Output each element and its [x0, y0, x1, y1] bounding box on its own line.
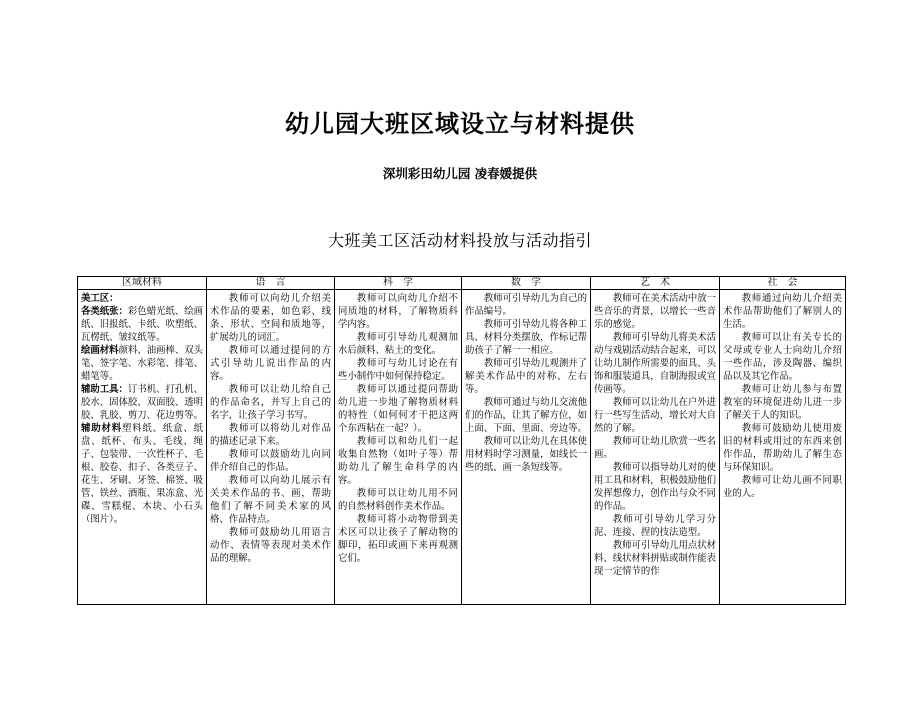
table-row	[78, 290, 846, 605]
group-text: 颜料、油画棒、双头笔、签字笔、水彩笔、排笔、蜡笔等。	[81, 345, 203, 382]
materials-group	[81, 305, 203, 344]
materials-group	[81, 422, 203, 526]
art-item: 教师可引导幼儿用点状材料、线状材料拼贴或制作能表现一定情节的作	[594, 540, 716, 577]
art-item: 教师可以指导幼儿对的使用工具和材料，积极鼓励他们发挥想像力，创作出与众不同的作品。	[594, 462, 716, 512]
header-art: 艺 术	[591, 277, 720, 290]
header-language: 语 言	[207, 277, 335, 290]
header-materials: 区域材料	[78, 277, 207, 290]
header-math: 数 学	[462, 277, 591, 290]
group-text: 彩色蜡光纸、绘画纸、旧报纸、卡纸、吹塑纸、瓦楞纸、皱纹纸等。	[81, 306, 203, 343]
art-item: 教师可在美术活动中放一些音乐的背景，以增长一些音乐的感觉。	[594, 293, 716, 330]
social-item: 教师可以让有关专长的父母或专业人士向幼儿介绍一些作品，涉及陶器、编织品以及其它作品。	[723, 332, 842, 382]
language-cell	[207, 290, 335, 605]
art-cell	[591, 290, 720, 605]
group-text: 塑料纸、纸盒、纸盘、纸杯、布头、毛线、绳子、包装带、一次性杯子、毛根、胶卷、扣子、各类豆子、花生、牙刷、牙签、棉签、吸管、铁丝、酒瓶、果冻盒、光碟、雪糕棍、木块、小石头（图片）。	[81, 423, 203, 525]
author-line: 深圳彩田幼儿园 凌春媛提供	[382, 166, 538, 181]
materials-area-label: 美工区：	[81, 293, 119, 304]
materials-cell	[78, 290, 207, 605]
group-label: 绘画材料	[81, 345, 119, 356]
materials-group	[81, 344, 203, 383]
science-item: 教师可引导幼儿观测加水后颜料、粘土的变化。	[338, 332, 458, 356]
group-text: 订书机、打孔机、胶水、固体胶、双面胶、透明胶、乳胶、剪刀、花边剪等。	[81, 384, 203, 421]
language-item: 教师可以鼓励幼儿向同伴介绍自己的作品。	[210, 449, 331, 473]
science-cell	[335, 290, 462, 605]
math-item: 教师可引导幼儿观测并了解美术作品中的对称、左右等。	[465, 358, 587, 395]
activity-table	[77, 276, 846, 605]
science-item: 教师可以让幼儿用不同的自然材料创作美术作品。	[338, 488, 458, 512]
science-item: 教师可将小动物带到美术区可以让孩子了解动物的脚印，拓印或画下来再观测它们。	[338, 514, 458, 564]
language-item: 教师可鼓励幼儿用语言动作、表情等表现对美术作品的理解。	[210, 527, 331, 564]
science-item: 教师可以通过提问帮助幼儿进一步地了解物质材料的特性（如何何才干把这两个东西粘在一起？）。	[338, 384, 458, 434]
social-item: 教师通过向幼儿介绍美术作品帮助他们了解别人的生活。	[723, 293, 842, 330]
science-item: 教师可以向幼儿介绍不同质地的材料，了解物质科学内容。	[338, 293, 458, 330]
group-label: 各类纸张：	[81, 306, 128, 317]
social-item: 教师可鼓励幼儿使用废旧的材料或用过的东西来创作作品，帮助幼儿了解生态与环保知识。	[723, 423, 842, 473]
science-item: 教师可以和幼儿们一起收集自然物（如叶子等）帮助幼儿了解生命科学的内容。	[338, 436, 458, 486]
section-title: 大班美工区活动材料投放与活动指引	[327, 231, 592, 250]
materials-group	[81, 383, 203, 422]
art-item: 教师可让幼儿欣赏一些名画。	[594, 436, 716, 460]
language-item: 教师可以将幼儿对作品的描述记录下来。	[210, 423, 331, 447]
math-item: 教师可引导幼儿为自己的作品编号。	[465, 293, 587, 317]
art-item: 教师可引导幼儿学习分泥、连接、捏的技法造型。	[594, 514, 716, 538]
header-social: 社 会	[720, 277, 846, 290]
page-title: 幼儿园大班区域设立与材料提供	[285, 110, 635, 138]
language-item: 教师可以让幼儿给自己的作品命名，并写上自己的名字，让孩子学习书写。	[210, 384, 331, 421]
art-item: 教师可引导幼儿将美术活动与戏剧活动结合起来，可以让幼儿制作所需要的面具、头饰和服装道具，自制海报或宣传画等。	[594, 332, 716, 395]
group-label: 辅助工具：	[81, 384, 128, 395]
group-label: 辅助材料	[81, 423, 122, 434]
social-item: 教师可让幼儿参与布置教室的环境促进幼儿进一步了解关于人的知识。	[723, 384, 842, 421]
social-item: 教师可让幼儿画不同职业的人。	[723, 475, 842, 499]
header-science: 科 学	[335, 277, 462, 290]
social-cell	[720, 290, 846, 605]
art-item: 教师可以让幼儿在户外进行一些写生活动，增长对大自然的了解。	[594, 397, 716, 434]
math-item: 教师可引导幼儿将各种工具、材料分类摆放，作标记帮助孩子了解一一相应。	[465, 319, 587, 356]
math-cell	[462, 290, 591, 605]
science-item: 教师可与幼儿讨论在有些小制作中如何保持稳定。	[338, 358, 458, 382]
language-item: 教师可以通过提问的方式引导幼儿说出作品的内容。	[210, 345, 331, 382]
table-header-row	[78, 277, 846, 290]
math-item: 教师可通过与幼儿交流他们的作品，让其了解方位，如上面、下面、里面、旁边等。	[465, 397, 587, 434]
math-item: 教师可以让幼儿在具体使用材料时学习测量，如线长一些的纸、画一条短线等。	[465, 436, 587, 473]
language-item: 教师可以向幼儿介绍美术作品的要素，如色彩、线条、形状、空间和质地等，扩展幼儿的词汇。	[210, 293, 331, 343]
language-item: 教师可以向幼儿展示有关美术作品的书、画，帮助他们了解不同美术家的风格、作品特点。	[210, 475, 331, 525]
